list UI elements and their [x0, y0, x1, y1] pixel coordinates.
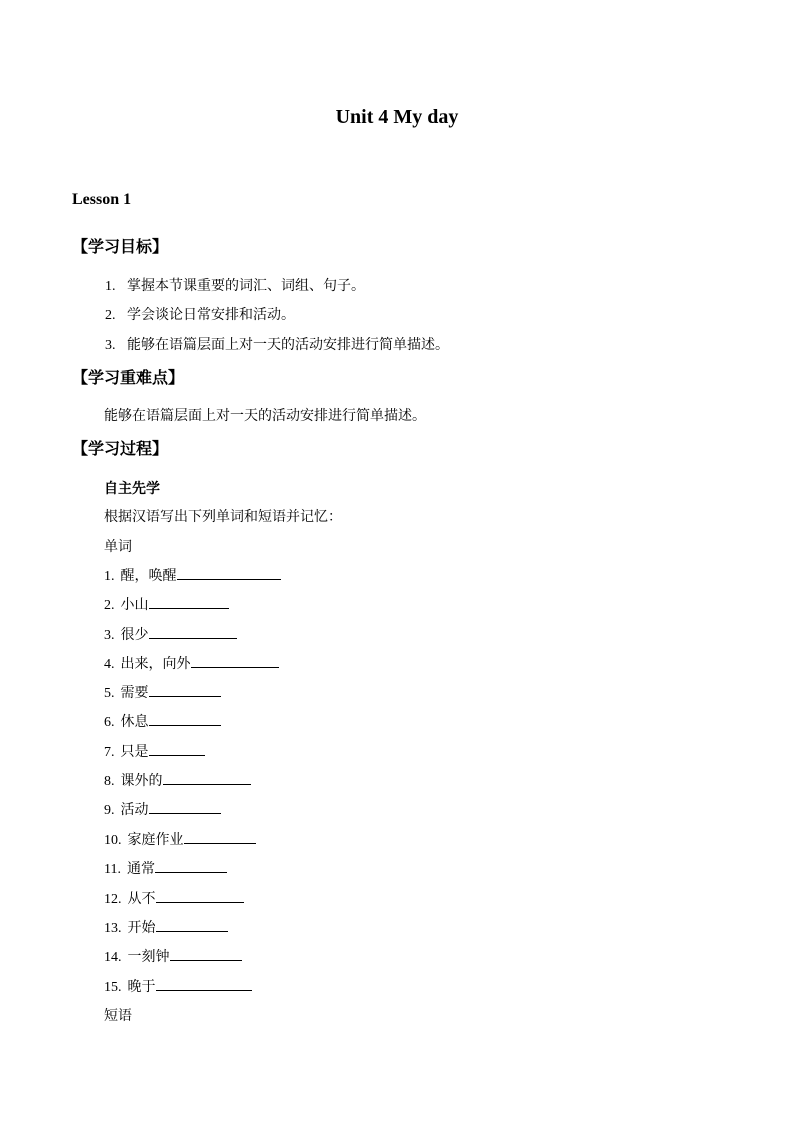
word-item	[104, 565, 281, 585]
word-number: 5.	[104, 686, 115, 701]
word-number: 9.	[104, 803, 115, 818]
word-item	[104, 653, 279, 673]
word-item	[104, 594, 229, 614]
word-text: 从不	[127, 891, 156, 907]
word-text: 晚于	[127, 979, 156, 995]
word-number: 13.	[104, 921, 122, 936]
answer-blank[interactable]	[184, 829, 256, 844]
word-text: 休息	[120, 714, 149, 730]
word-item	[104, 799, 221, 819]
answer-blank[interactable]	[177, 565, 281, 580]
answer-blank[interactable]	[149, 741, 205, 756]
word-text: 很少	[120, 627, 149, 643]
word-number: 11.	[104, 862, 121, 877]
answer-blank[interactable]	[149, 624, 237, 639]
goal-number: 1.	[105, 279, 116, 294]
goal-text: 学会谈论日常安排和活动。	[127, 307, 295, 323]
word-number: 4.	[104, 657, 115, 672]
goal-item	[105, 275, 365, 295]
word-item	[104, 917, 228, 937]
word-text: 通常	[126, 861, 155, 877]
answer-blank[interactable]	[156, 976, 252, 991]
answer-blank[interactable]	[149, 682, 221, 697]
word-number: 7.	[104, 745, 115, 760]
phrases-label: 短语	[104, 1008, 132, 1024]
word-number: 3.	[104, 628, 115, 643]
goal-number: 3.	[105, 338, 116, 353]
word-item	[104, 976, 252, 996]
goal-number: 2.	[105, 308, 116, 323]
answer-blank[interactable]	[156, 917, 228, 932]
words-label: 单词	[104, 539, 132, 555]
word-text: 活动	[120, 802, 149, 818]
goal-item	[105, 334, 449, 354]
word-number: 2.	[104, 598, 115, 613]
word-item	[104, 682, 221, 702]
lesson-heading: Lesson 1	[72, 191, 132, 208]
answer-blank[interactable]	[149, 799, 221, 814]
goal-text: 掌握本节课重要的词汇、词组、句子。	[127, 278, 365, 294]
word-text: 家庭作业	[127, 832, 184, 848]
word-item	[104, 888, 244, 908]
word-text: 开始	[127, 920, 156, 936]
word-item	[104, 741, 205, 761]
word-number: 15.	[104, 980, 122, 995]
goal-item	[105, 304, 295, 324]
answer-blank[interactable]	[156, 888, 244, 903]
answer-blank[interactable]	[191, 653, 279, 668]
answer-blank[interactable]	[155, 858, 227, 873]
page-title: Unit 4 My day	[335, 106, 459, 128]
word-text: 课外的	[120, 773, 163, 789]
word-number: 14.	[104, 950, 122, 965]
self-study-heading: 自主先学	[104, 481, 160, 497]
word-item	[104, 829, 256, 849]
word-text: 小山	[120, 597, 149, 613]
word-item	[104, 858, 227, 878]
word-item	[104, 624, 237, 644]
goal-text: 能够在语篇层面上对一天的活动安排进行简单描述。	[127, 337, 449, 353]
process-heading: 【学习过程】	[72, 439, 169, 458]
word-text: 需要	[120, 685, 149, 701]
answer-blank[interactable]	[149, 594, 229, 609]
keypoints-heading: 【学习重难点】	[72, 368, 185, 387]
word-number: 6.	[104, 715, 115, 730]
word-text: 只是	[120, 744, 149, 760]
word-item	[104, 946, 242, 966]
answer-blank[interactable]	[163, 770, 251, 785]
word-text: 一刻钟	[127, 949, 170, 965]
word-item	[104, 711, 221, 731]
keypoints-text: 能够在语篇层面上对一天的活动安排进行简单描述。	[104, 408, 426, 424]
word-text: 醒，唤醒	[120, 568, 177, 584]
word-number: 1.	[104, 569, 115, 584]
word-number: 8.	[104, 774, 115, 789]
word-text: 出来，向外	[120, 656, 191, 672]
answer-blank[interactable]	[170, 946, 242, 961]
word-number: 10.	[104, 833, 122, 848]
word-item	[104, 770, 251, 790]
word-number: 12.	[104, 892, 122, 907]
instruction-text: 根据汉语写出下列单词和短语并记忆：	[104, 509, 342, 525]
answer-blank[interactable]	[149, 711, 221, 726]
goals-heading: 【学习目标】	[72, 237, 169, 256]
